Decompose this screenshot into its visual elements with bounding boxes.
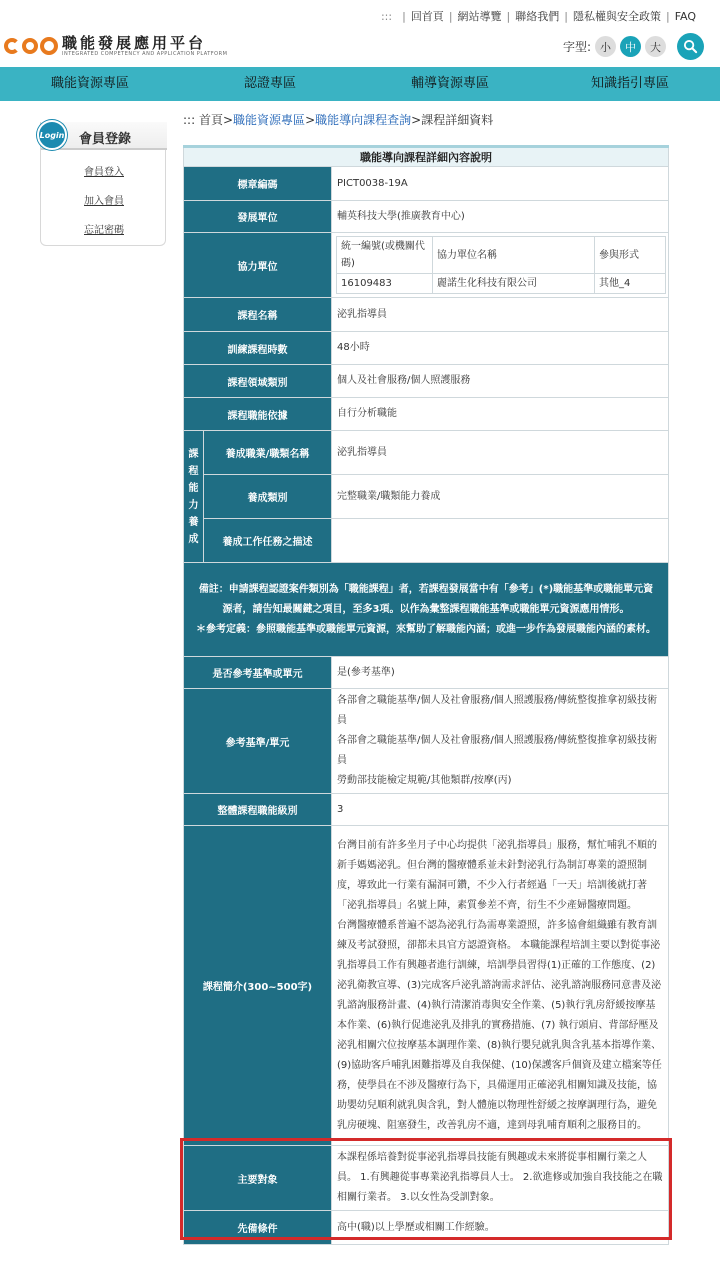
partner-label: 協力單位 xyxy=(184,233,332,298)
font-medium-button[interactable]: 中 xyxy=(620,36,641,57)
member-login-link[interactable]: 會員登入 xyxy=(84,167,124,178)
partner-head-type: 參與形式 xyxy=(595,237,666,274)
intro-paragraph: 台灣醫療體系普遍不認為泌乳行為需專業證照，許多協會組織雖有教育訓練及考試發照，卻都未具官方認證資格。 本職能課程培訓主要以對從事泌乳指導員工作有興趣者進行訓練，培訓學員習得(1)正確的工作態度、(2)泌乳衛教宣導、(3)完成客戶泌乳諮詢需求評估、泌乳諮詢服務同意書及泌乳諮詢服務計畫、(4)執行清潔消毒與安全作業、(5)執行乳房舒緩按摩基本作業、(6)執行促進泌乳及排乳的實務措施、(7) 執行頭肩、背部紓壓及泌乳相關穴位按摩基本調理作業、(8)執行嬰兒就乳與含乳基本指導作業、(9)協助客戶哺乳困難指導及自我保健、(10)保護客戶個資及建立檔案等任務，使學員在不涉及醫療行為下，具備運用正確泌乳相關知識及技能，協助嬰幼兒順利就乳與含乳，對人體施以物理性舒緩之按摩調理行為，避免乳房硬塊、阻塞發生，改善乳房不適，達到母乳哺育順利之服務目的。 xyxy=(337,919,662,1131)
nav-guidance-resources[interactable]: 輔導資源專區 xyxy=(410,76,489,91)
ref-units-label: 參考基準/單元 xyxy=(184,689,332,794)
icap-logo-mark xyxy=(4,34,58,58)
logo-subtitle: INTEGRATED COMPETENCY AND APPLICATION PLATFORM xyxy=(62,50,228,57)
basis-label: 課程職能依據 xyxy=(184,398,332,431)
note-cell xyxy=(184,563,669,657)
course-name-label: 課程名稱 xyxy=(184,298,332,332)
login-icon: Login xyxy=(37,120,67,150)
target-value: 本課程係培養對從事泌乳指導員技能有興趣或未來將從事相關行業之人員。 1.有興趣從事專業泌乳指導員人士。 2.欲進修或加強自我技能之在職相關行業者。 3.以女性為受訓對象。 xyxy=(332,1146,669,1211)
ref-flag-value: 是(參考基準) xyxy=(332,657,669,689)
developer-label: 發展單位 xyxy=(184,201,332,233)
separator: | xyxy=(448,9,453,23)
basis-value: 自行分析職能 xyxy=(332,398,669,431)
domain-value: 個人及社會服務/個人照護服務 xyxy=(332,365,669,398)
category-label: 養成類別 xyxy=(204,475,332,519)
forgot-password-link[interactable]: 忘記密碼 xyxy=(84,225,124,236)
search-icon xyxy=(683,39,698,54)
sitemap-link[interactable]: 網站導覽 xyxy=(457,10,502,23)
task-value xyxy=(332,519,669,563)
font-large-button[interactable]: 大 xyxy=(645,36,666,57)
ref-unit-item: 各部會之職能基準/個人及社會服務/個人照護服務/傳統整復推拿初級技術員 xyxy=(337,695,658,726)
course-detail-table xyxy=(183,145,669,1245)
table-caption: 職能導向課程詳細內容說明 xyxy=(184,147,669,167)
partner-table xyxy=(336,236,666,294)
hours-value: 48小時 xyxy=(332,332,669,365)
prereq-value: 高中(職)以上學歷或相關工作經驗。 xyxy=(332,1211,669,1245)
breadcrumb-competency-resources[interactable]: 職能資源專區 xyxy=(233,113,306,127)
top-links xyxy=(376,8,720,24)
ref-unit-item: 各部會之職能基準/個人及社會服務/個人照護服務/傳統整復推拿初級技術員 xyxy=(337,735,658,766)
home-link[interactable]: 回首頁 xyxy=(410,10,444,23)
partner-type: 其他_4 xyxy=(595,274,666,294)
category-value: 完整職業/職類能力養成 xyxy=(332,475,669,519)
contact-link[interactable]: 聯絡我們 xyxy=(515,10,560,23)
faq-link[interactable]: FAQ xyxy=(674,9,696,23)
ability-label: 課程能力養成 xyxy=(184,431,204,563)
privacy-link[interactable]: 隱私權與安全政策 xyxy=(572,10,661,23)
main-nav xyxy=(0,67,720,101)
badge-no-label: 標章編碼 xyxy=(184,167,332,201)
hours-label: 訓練課程時數 xyxy=(184,332,332,365)
breadcrumb-separator: > xyxy=(411,113,422,127)
breadcrumb-current: 課程詳細資料 xyxy=(421,113,494,127)
partner-head-name: 協力單位名稱 xyxy=(433,237,595,274)
nav-knowledge-guide[interactable]: 知識指引專區 xyxy=(590,76,669,91)
partner-name: 麗諾生化科技有限公司 xyxy=(433,274,595,294)
reference-definition: ＊參考定義：參照職能基準或職能單元資源，來幫助了解職能內涵；或進一步作為發展職能內涵的素材。 xyxy=(196,623,656,635)
site-logo[interactable] xyxy=(4,34,227,58)
login-header xyxy=(41,122,167,150)
domain-label: 課程領域類別 xyxy=(184,365,332,398)
partner-head-id: 統一編號(或機關代碼) xyxy=(337,237,433,274)
ref-unit-item: 勞動部技能檢定規範/其他類群/按摩(丙) xyxy=(337,775,512,786)
member-login-panel xyxy=(40,122,166,246)
occupation-label: 養成職業/職類名稱 xyxy=(204,431,332,475)
intro-label: 課程簡介(300~500字) xyxy=(184,826,332,1146)
separator: | xyxy=(665,9,670,23)
badge-no-value: PICT0038-19A xyxy=(332,167,669,201)
ref-flag-label: 是否參考基準或單元 xyxy=(184,657,332,689)
prereq-label: 先備條件 xyxy=(184,1211,332,1245)
occupation-value: 泌乳指導員 xyxy=(332,431,669,475)
breadcrumb-home[interactable]: 首頁 xyxy=(198,113,223,127)
target-label: 主要對象 xyxy=(184,1146,332,1211)
level-label: 整體課程職能級別 xyxy=(184,794,332,826)
logo-title: 職能發展應用平台 xyxy=(62,33,207,52)
login-title: 會員登錄 xyxy=(79,132,132,147)
top-links-prefix: ::: xyxy=(380,9,393,23)
search-button[interactable] xyxy=(677,33,704,60)
separator: | xyxy=(402,9,406,23)
separator: | xyxy=(564,9,568,23)
partner-id: 16109483 xyxy=(337,274,433,294)
task-label: 養成工作任務之描述 xyxy=(204,519,332,563)
developer-value: 輔英科技大學(推廣教育中心) xyxy=(332,201,669,233)
join-member-link[interactable]: 加入會員 xyxy=(84,196,124,207)
breadcrumb-course-search[interactable]: 職能導向課程查詢 xyxy=(315,113,412,127)
font-small-button[interactable]: 小 xyxy=(595,36,616,57)
note-text: 備註：申請課程認證案件類別為「職能課程」者，若課程發展當中有「參考」(*)職能基準或職能單元資源者，請告知最關鍵之項目，至多3項。以作為彙整課程職能基準或職能單元資源應用情形。 xyxy=(198,583,654,615)
nav-competency-resources[interactable]: 職能資源專區 xyxy=(50,76,129,91)
font-size-label: 字型: xyxy=(563,40,592,54)
level-value: 3 xyxy=(332,794,669,826)
breadcrumb xyxy=(183,111,493,128)
breadcrumb-separator: > xyxy=(305,113,316,127)
intro-paragraph: 台灣目前有許多坐月子中心均提供「泌乳指導員」服務，幫忙哺乳不順的新手媽媽泌乳。但台灣的醫療體系並未針對泌乳行為制訂專業的證照制度，導致此一行業有漏洞可鑽，不少入行者經過「一天」培訓後就打著「泌乳指導員」名號上陣，素質參差不齊，衍生不少產婦醫療問題。 xyxy=(337,839,657,911)
nav-certification[interactable]: 認證專區 xyxy=(243,76,296,91)
separator: | xyxy=(506,9,511,23)
course-name-value: 泌乳指導員 xyxy=(332,298,669,332)
breadcrumb-prefix: ::: xyxy=(183,113,196,127)
breadcrumb-separator: > xyxy=(222,113,234,127)
font-size-controls xyxy=(563,36,666,57)
